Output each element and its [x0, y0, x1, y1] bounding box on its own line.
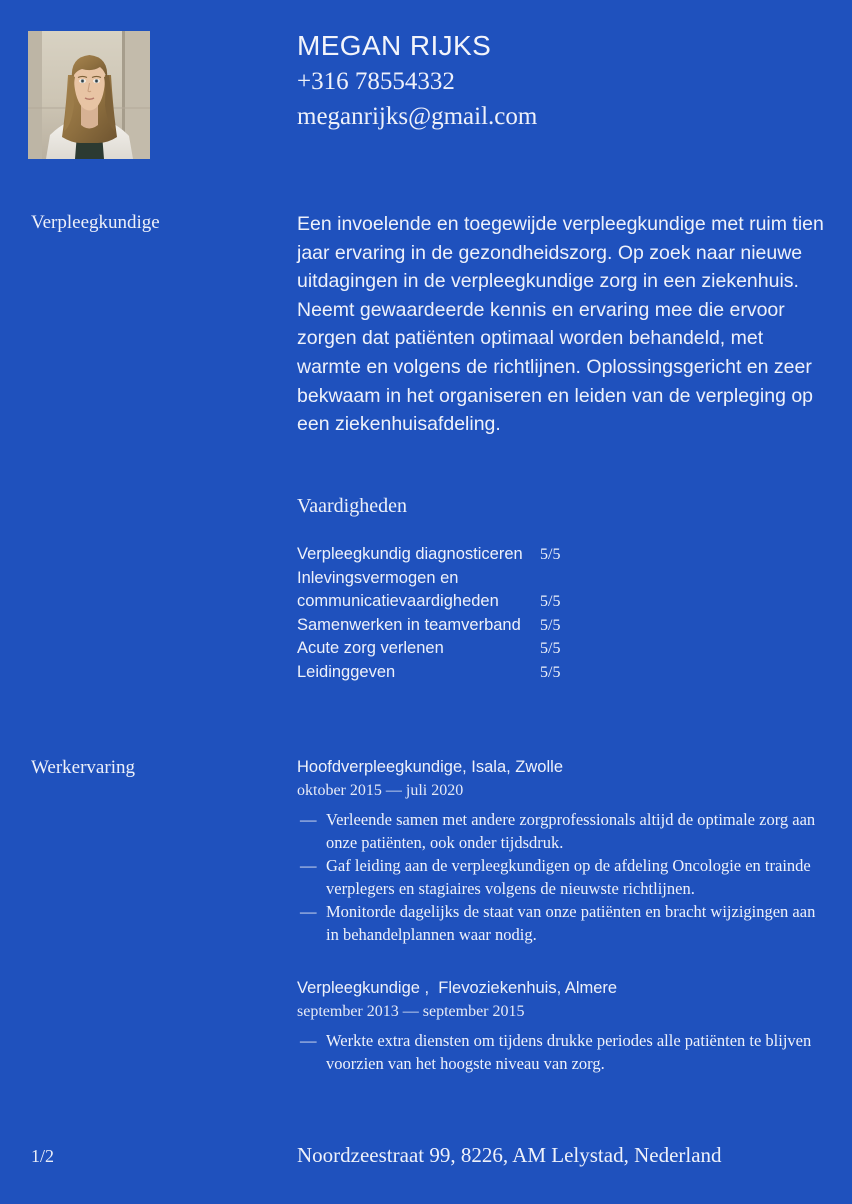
job-bullet-list — [297, 1030, 827, 1075]
job-title: Verpleegkundige , Flevoziekenhuis, Almere — [297, 979, 618, 997]
skill-name: Verpleegkundig diagnosticeren — [297, 545, 523, 563]
skill-row — [297, 567, 597, 614]
skill-row — [297, 614, 597, 638]
bullet-text: Werkte extra diensten om tijdens drukke periodes alle patiënten te blijven voorzien van het hoogste niveau van zorg. — [326, 1031, 812, 1073]
skill-name: Samenwerken in teamverband — [297, 615, 521, 634]
skills-section — [297, 493, 827, 685]
skill-row — [297, 661, 597, 685]
bullet-text: Gaf leiding aan de verpleegkundigen op de afdeling Oncologie en trainde verplegers en stagiaires volgens de nieuwste richtlijnen. — [326, 856, 811, 898]
bullet-text: Verleende samen met andere zorgprofessionals altijd de optimale zorg aan onze patiënten, ook onder tijdsdruk. — [326, 810, 816, 852]
experience-entry — [297, 755, 827, 946]
skill-name: Acute zorg verlenen — [297, 639, 444, 658]
skill-rating: 5/5 — [540, 616, 561, 634]
portrait-photo-icon — [28, 31, 150, 159]
profile-section-label: Verpleegkundige — [31, 212, 160, 233]
bullet-dash-icon: — — [300, 810, 317, 829]
footer-address: Noordzeestraat 99, 8226, AM Lelystad, Nederland — [297, 1143, 722, 1167]
list-item — [297, 855, 827, 900]
skill-rating: 5/5 — [540, 546, 561, 563]
job-dates: oktober 2015 — juli 2020 — [297, 782, 464, 799]
skill-name: Inlevingsvermogen en communicatievaardigheden — [297, 568, 499, 611]
skills-heading: Vaardigheden — [297, 495, 407, 517]
bullet-dash-icon: — — [300, 856, 317, 875]
contact-phone: +316 78554332 — [297, 68, 455, 95]
list-item — [297, 809, 827, 854]
bullet-dash-icon: — — [300, 1031, 317, 1050]
page-title: MEGAN RIJKS — [297, 30, 492, 61]
profile-summary-text: Een invoelende en toegewijde verpleegkundige met ruim tien jaar ervaring in de gezondheidszorg. Op zoek naar nieuwe uitdagingen in de verpleegkundige zorg in een ziekenhuis. Neemt gewaardeerde kennis en ervaring mee die ervoor zorgen dat patiënten optimaal worden behandeld, met warmte en volgens de richtlijnen. Oplossingsgericht en zeer bekwaam in het organiseren en leiden van de verpleging op een ziekenhuisafdeling. — [297, 213, 824, 436]
page-footer — [0, 1143, 852, 1183]
experience-entry — [297, 976, 827, 1075]
list-item — [297, 1030, 827, 1075]
avatar — [28, 31, 150, 159]
job-title: Hoofdverpleegkundige, Isala, Zwolle — [297, 758, 563, 776]
experience-section-body — [297, 755, 827, 1076]
skill-name: Leidinggeven — [297, 662, 396, 681]
skill-rating: 5/5 — [540, 663, 561, 681]
skill-rating: 5/5 — [540, 593, 561, 611]
job-dates: september 2013 — september 2015 — [297, 1003, 525, 1020]
job-bullet-list — [297, 809, 827, 946]
bullet-text: Monitorde dagelijks de staat van onze patiënten en bracht wijzigingen aan in behandelplannen waar nodig. — [326, 902, 816, 944]
footer-page-number: 1/2 — [31, 1146, 55, 1166]
contact-email: meganrijks@gmail.com — [297, 103, 538, 130]
skill-rating: 5/5 — [540, 640, 561, 658]
experience-section-label: Werkervaring — [31, 757, 135, 778]
skill-row — [297, 637, 597, 661]
skill-row — [297, 543, 597, 567]
list-item — [297, 901, 827, 946]
resume-header — [0, 0, 852, 190]
skills-list — [297, 543, 597, 685]
profile-section-body — [297, 210, 827, 439]
contact-block — [297, 28, 837, 134]
bullet-dash-icon: — — [300, 902, 317, 921]
